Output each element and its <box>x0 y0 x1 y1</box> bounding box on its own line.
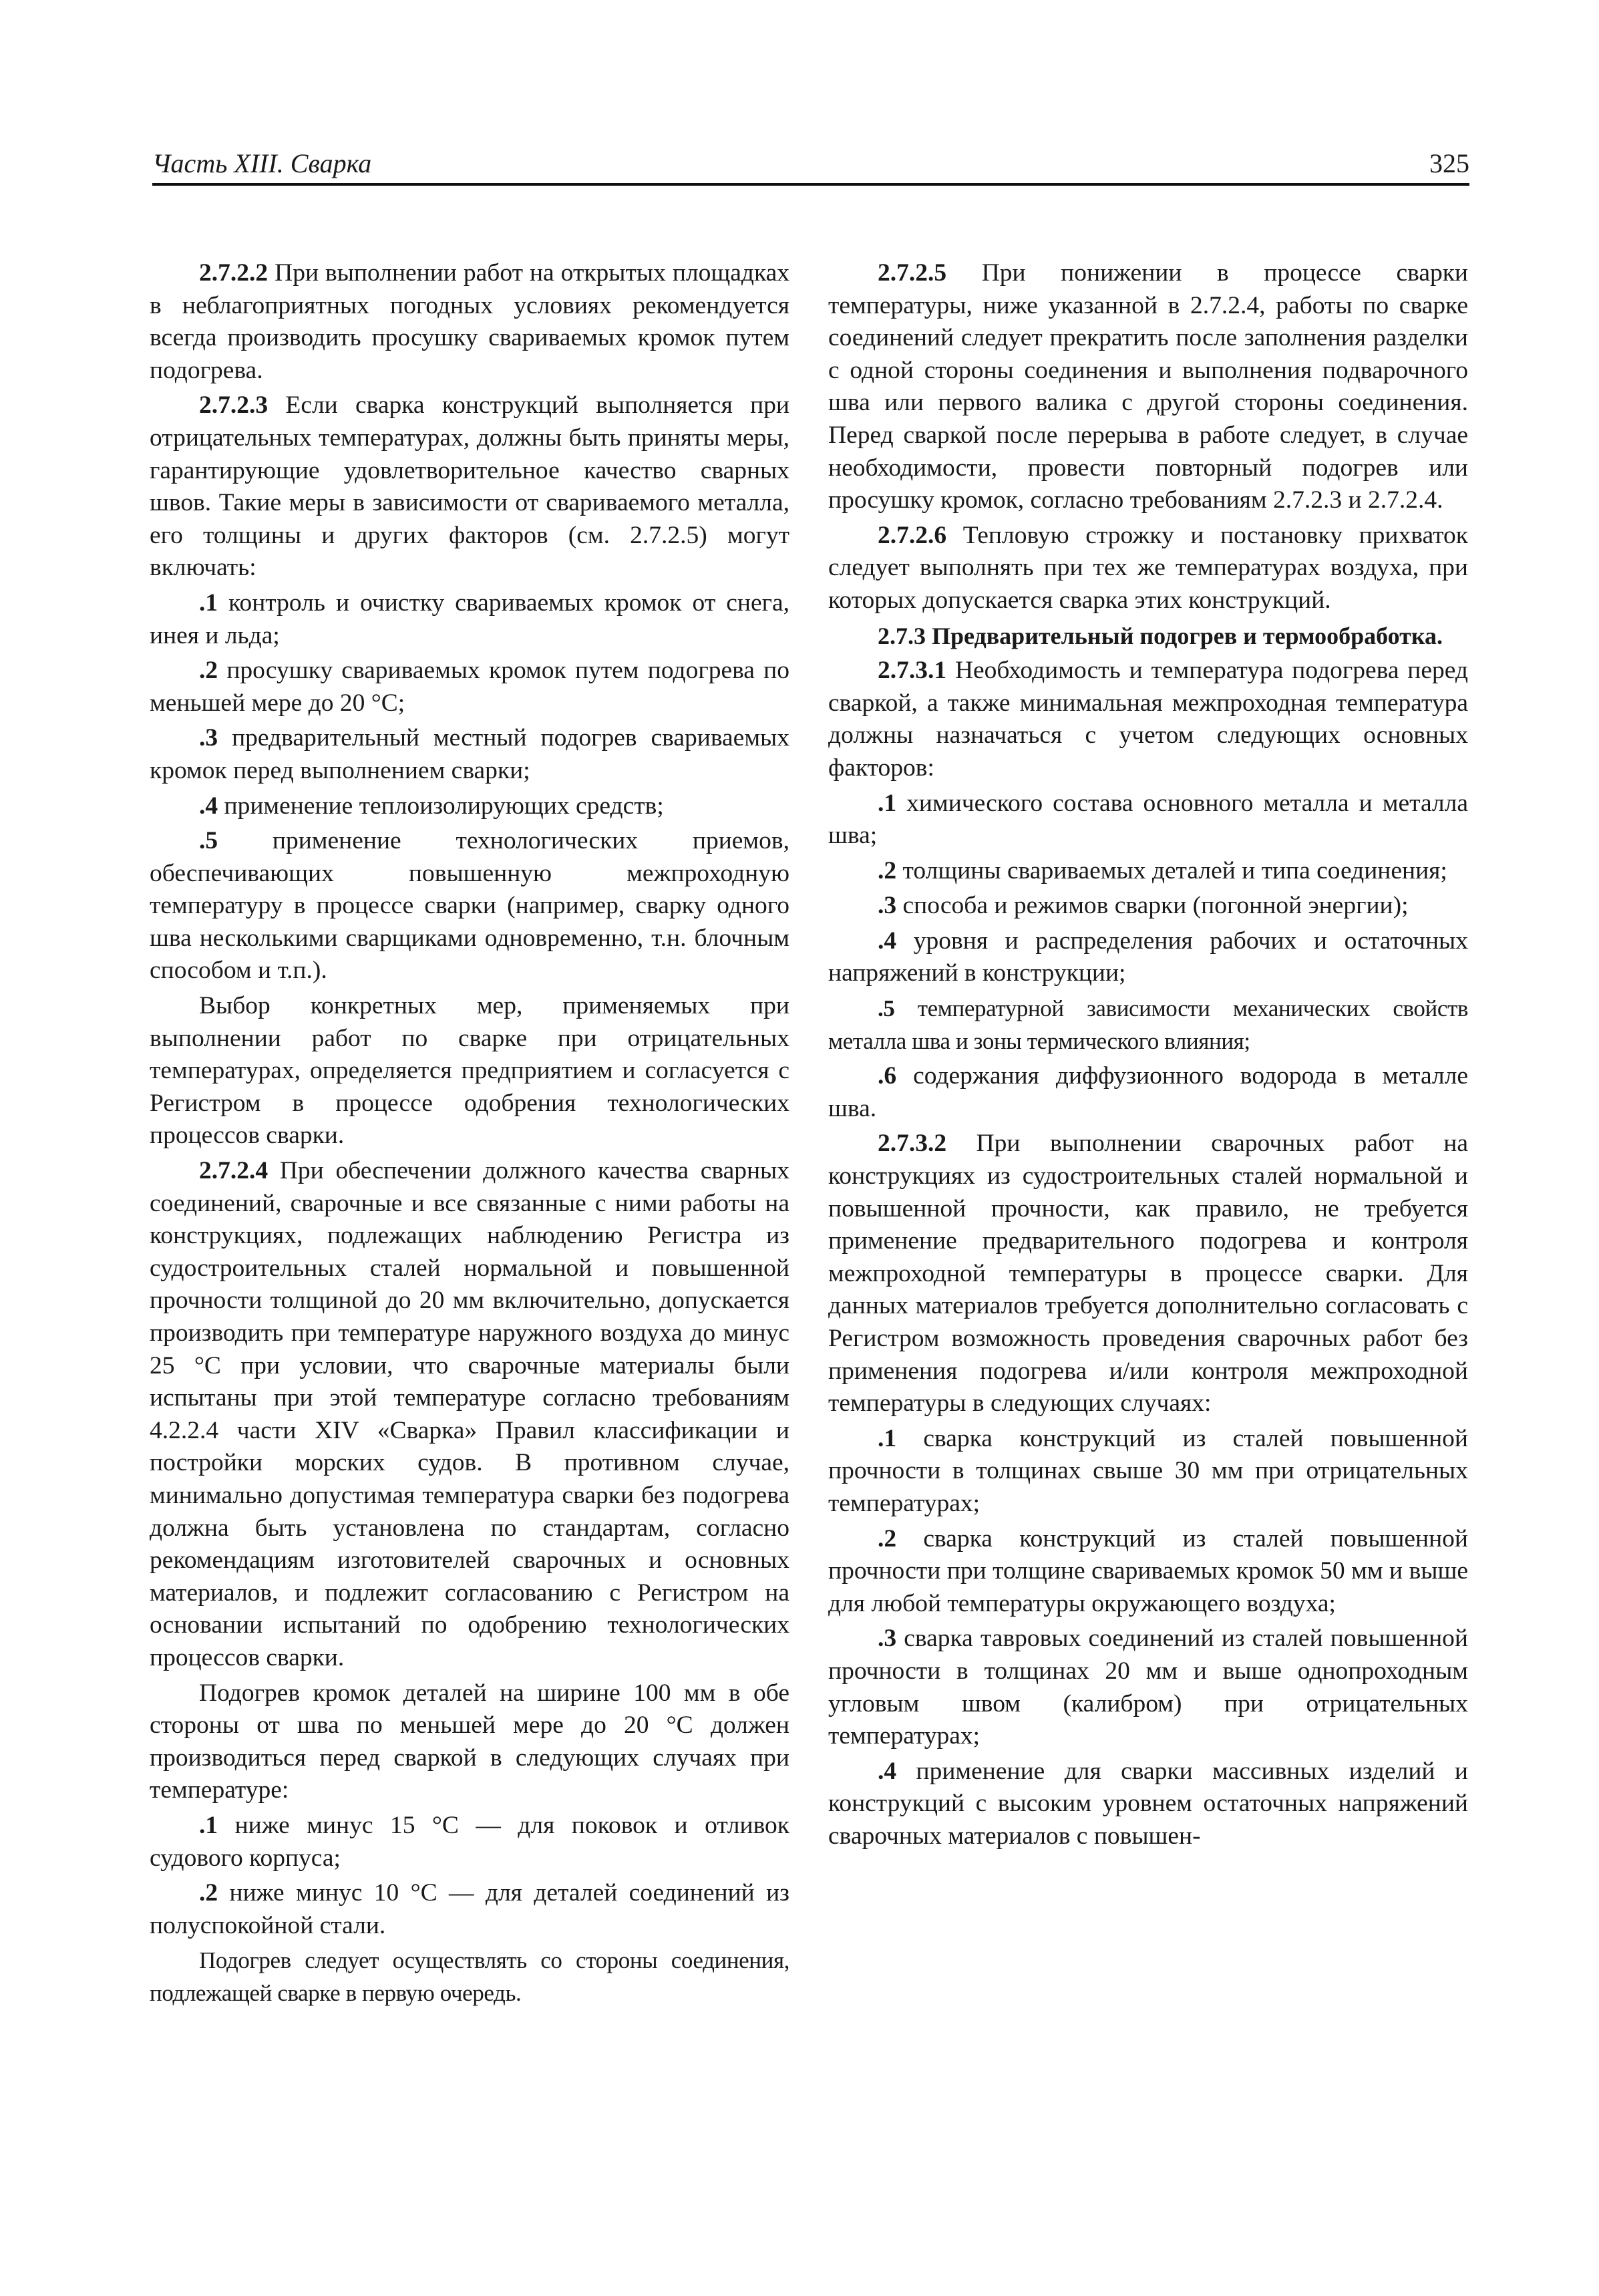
paragraph-preheat-edges: Подогрев кромок деталей на ширине 100 мм в обе стороны от шва по меньшей мере до 20 °С должен производиться перед сваркой в следующих случаях при температуре: <box>150 1679 789 1804</box>
list-item: .1 химического состава основного металла и металла шва; <box>828 789 1468 850</box>
list-item: .5 применение технологических приемов, обеспечивающих повышенную межпроходную температуру в процессе сварки (например, сварку одного шва несколькими сварщиками одновременно, т.н. блочным способом и т.п.). <box>150 827 789 985</box>
running-header <box>152 143 1469 186</box>
list-item: .3 способа и режимов сварки (погонной энергии); <box>878 892 1409 920</box>
paragraph-2-7-2-4: 2.7.2.4 При обеспечении должного качества сварных соединений, сварочные и все связанные с ними работы на конструкциях, подлежащих наблюдению Регистра из судостроительных сталей нормальной и повышенной прочности толщиной до 20 мм включительно, допускается производить при температуре наружного воздуха до минус 25 °С при условии, что сварочные материалы были испытаны при этой температуре согласно требованиям 4.2.2.4 части XIV «Сварка» Правил классификации и постройки морских судов. В противном случае, минимально допустимая температура сварки без подогрева должна быть установлена по стандартам, согласно рекомендациям изготовителей сварочных и основных материалов, и подлежит согласованию с Регистром на основании испытаний по одобрению технологических процессов сварки. <box>150 1157 789 1671</box>
paragraph-2-7-3-1: 2.7.3.1 Необходимость и температура подогрева перед сваркой, а также минимальная межпроходная температура должны назначаться с учетом следующих основных факторов: <box>828 657 1468 782</box>
paragraph-2-7-2-6: 2.7.2.6 Тепловую строжку и постановку прихваток следует выполнять при тех же температурах воздуха, при которых допускается сварка этих конструкций. <box>828 521 1468 614</box>
page-number: 325 <box>1429 148 1469 178</box>
right-column <box>828 257 1468 1856</box>
list-item: .2 ниже минус 10 °С — для деталей соединений из полуспокойной стали. <box>150 1879 789 1939</box>
paragraph-2-7-2-3: 2.7.2.3 Если сварка конструкций выполняется при отрицательных температурах, должны быть приняты меры, гарантирующие удовлетворительное качество сварных швов. Такие меры в зависимости от свариваемого металла, его толщины и других факторов (см. 2.7.2.5) могут включать: <box>150 391 789 582</box>
list-item: .2 просушку свариваемых кромок путем подогрева по меньшей мере до 20 °С; <box>150 657 789 717</box>
list-item: .4 применение для сварки массивных изделий и конструкций с высоким уровнем остаточных напряжений сварочных материалов с повышен- <box>828 1757 1468 1850</box>
list-item: .3 предварительный местный подогрев свариваемых кромок перед выполнением сварки; <box>150 724 789 784</box>
list-item: .4 уровня и распределения рабочих и остаточных напряжений в конструкции; <box>828 927 1468 987</box>
list-item: .1 контроль и очистку свариваемых кромок от снега, инея и льда; <box>150 589 789 649</box>
paragraph-2-7-2-5: 2.7.2.5 При понижении в процессе сварки температуры, ниже указанной в 2.7.2.4, работы по сварке соединений следует прекратить после заполнения разделки с одной стороны соединения и выполнения подварочного шва или первого валика с другой стороны соединения. Перед сваркой после перерыва в работе следует, в случае необходимости, провести повторный подогрев или просушку кромок, согласно требованиям 2.7.2.3 и 2.7.2.4. <box>828 259 1468 514</box>
list-item: .2 сварка конструкций из сталей повышенной прочности при толщине свариваемых кромок 50 мм и выше для любой температуры окружающего воздуха; <box>828 1524 1468 1617</box>
left-column <box>150 257 789 2012</box>
section-heading-2-7-3: 2.7.3 Предварительный подогрев и термообработка. <box>878 622 1443 649</box>
list-item: .2 толщины свариваемых деталей и типа соединения; <box>878 856 1447 884</box>
list-item: .5 температурной зависимости механических свойств металла шва и зоны термического влияния; <box>828 995 1468 1054</box>
list-item: .1 ниже минус 15 °С — для поковок и отливок судового корпуса; <box>150 1811 789 1872</box>
list-item: .6 содержания диффузионного водорода в металле шва. <box>828 1062 1468 1122</box>
list-item: .3 сварка тавровых соединений из сталей повышенной прочности в толщинах 20 мм и выше однопроходным угловым швом (калибром) при отрицательных температурах; <box>828 1625 1468 1750</box>
list-item: .4 применение теплоизолирующих средств; <box>199 792 664 820</box>
paragraph-2-7-2-2: 2.7.2.2 При выполнении работ на открытых площадках в неблагоприятных погодных условиях рекомендуется всегда производить просушку свариваемых кромок путем подогрева. <box>150 259 789 384</box>
paragraph-preheat-side: Подогрев следует осуществлять со стороны соединения, подлежащей сварке в первую очередь. <box>150 1947 789 2006</box>
paragraph-measures-choice: Выбор конкретных мер, применяемых при выполнении работ по сварке при отрицательных температурах, определяется предприятием и согласуется с Регистром в процессе одобрения технологических процессов сварки. <box>150 992 789 1150</box>
header-title: Часть XIII. Сварка <box>152 148 372 178</box>
list-item: .1 сварка конструкций из сталей повышенной прочности в толщинах свыше 30 мм при отрицательных температурах; <box>828 1424 1468 1517</box>
paragraph-2-7-3-2: 2.7.3.2 При выполнении сварочных работ на конструкциях из судостроительных сталей нормальной и повышенной прочности, как правило, не требуется применение предварительного подогрева и контроля межпроходной температуры в процессе сварки. Для данных материалов требуется дополнительно согласовать с Регистром возможность проведения сварочных работ без применения подогрева и/или контроля межпроходной температуры в следующих случаях: <box>828 1130 1468 1418</box>
